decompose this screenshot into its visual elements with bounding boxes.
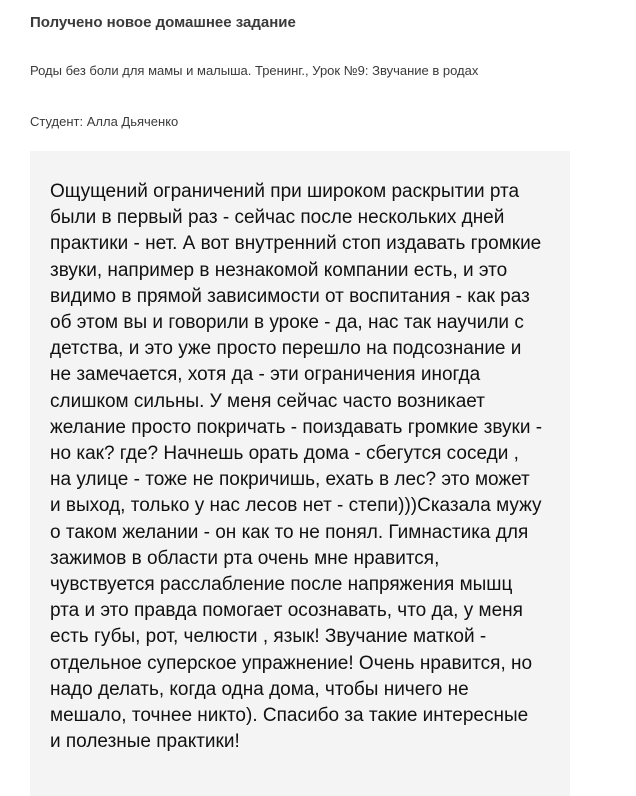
homework-answer-text: Ощущений ограничений при широком раскрытии рта были в первый раз - сейчас после нескольких дней практики - нет. А вот внутренний стоп издавать громкие звуки, например в незнакомой компании есть, и это видимо в прямой зависимости от воспитания - как раз об этом вы и говорили в уроке - да, нас так научили с детства, и это уже просто перешло на подсознание и не замечается, хотя да - эти ограничения иногда слишком сильны. У меня сейчас часто возникает желание просто покричать - поиздавать громкие звуки - но как? где? Начнешь орать дома - сбегутся соседи , на улице - тоже не покричишь, ехать в лес? это может и выход, только у нас лесов нет - степи)))Сказала мужу о таком желании - он как то не понял. Гимнастика для зажимов в области рта очень мне нравится, чувствуется расслабление после напряжения мышц рта и это правда помогает осознавать, что да, у меня есть губы, рот, челюсти , язык! Звучание маткой - отдельное суперское упражнение! Очень нравится, но надо делать, когда одна дома, чтобы ничего не мешало, точнее никто). Спасибо за такие интересные и полезные практики! bbox=[50, 181, 543, 753]
email-title: Получено новое домашнее задание bbox=[30, 14, 296, 31]
student-name: Студент: Алла Дьяченко bbox=[30, 114, 179, 129]
course-lesson-line: Роды без боли для мамы и малыша. Тренинг., Урок №9: Звучание в родах bbox=[30, 63, 479, 78]
homework-answer-box bbox=[30, 151, 570, 796]
